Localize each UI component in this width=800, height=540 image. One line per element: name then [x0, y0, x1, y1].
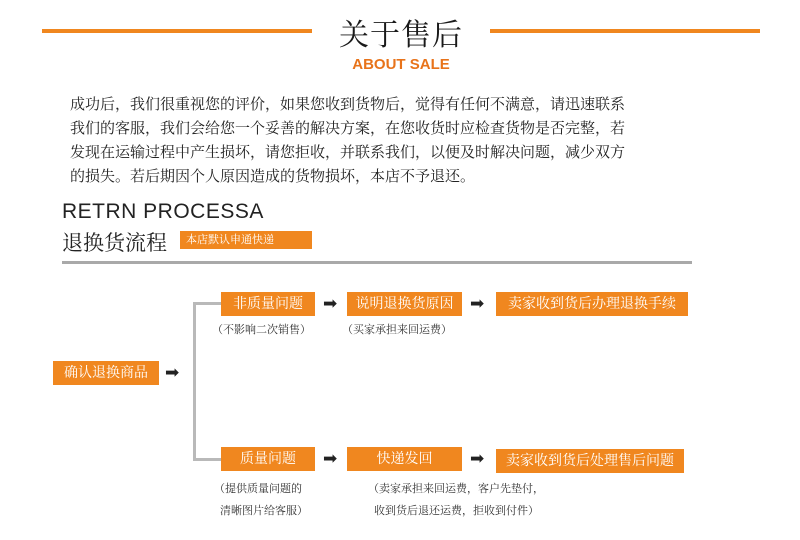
- branch-connector-top: [193, 302, 221, 305]
- branch-connector-vertical: [193, 302, 196, 460]
- shipping-badge: 本店默认申通快递: [180, 231, 312, 249]
- intro-line: 成功后，我们很重视您的评价，如果您收到货物后，觉得有任何不满意，请迅速联系: [70, 95, 626, 113]
- bottom-step1-note: [214, 478, 308, 522]
- top-step3-box: 卖家收到货后办理退换手续: [496, 292, 688, 316]
- branch-connector-bottom: [193, 458, 221, 461]
- bottom-step1-note-line: （提供质量问题的: [214, 482, 302, 495]
- header-line-left: [42, 29, 312, 33]
- bottom-step1-note-line: 清晰图片给客服）: [220, 504, 308, 517]
- top-step1-box: 非质量问题: [221, 292, 315, 316]
- top-step2-note: （买家承担来回运费）: [342, 323, 452, 336]
- header-line-right: [490, 29, 760, 33]
- bottom-step2-note: [368, 478, 544, 522]
- process-divider: [62, 261, 692, 264]
- bottom-step2-note-line: （卖家承担来回运费，客户先垫付，: [368, 482, 544, 495]
- top-step1-note: （不影响二次销售）: [212, 323, 311, 336]
- intro-line: 的损失。若后期因个人原因造成的货物损坏，本店不予退还。: [70, 167, 476, 185]
- bottom-step1-box: 质量问题: [221, 447, 315, 471]
- bottom-step3-box: 卖家收到货后处理售后问题: [496, 449, 684, 473]
- intro-line: 我们的客服，我们会给您一个妥善的解决方案，在您收货时应检查货物是否完整，若: [70, 119, 626, 137]
- arrow-icon: ➡: [165, 363, 180, 383]
- page-title: 关于售后: [339, 18, 463, 53]
- top-step2-box: 说明退换货原因: [347, 292, 462, 316]
- bottom-step2-box: 快递发回: [347, 447, 462, 471]
- arrow-icon: ➡: [323, 449, 338, 469]
- intro-line: 发现在运输过程中产生损坏，请您拒收，并联系我们，以便及时解决问题，减少双方: [70, 143, 626, 161]
- process-title-cn: 退换货流程: [62, 231, 167, 255]
- start-step-box: 确认退换商品: [53, 361, 159, 385]
- bottom-step2-note-line: 收到货后退还运费，拒收到付件）: [374, 504, 539, 517]
- process-title-en: RETRN PROCESSA: [62, 200, 264, 223]
- arrow-icon: ➡: [470, 449, 485, 469]
- arrow-icon: ➡: [323, 294, 338, 314]
- arrow-icon: ➡: [470, 294, 485, 314]
- page-subtitle: ABOUT SALE: [352, 56, 450, 73]
- intro-paragraph: [70, 92, 710, 188]
